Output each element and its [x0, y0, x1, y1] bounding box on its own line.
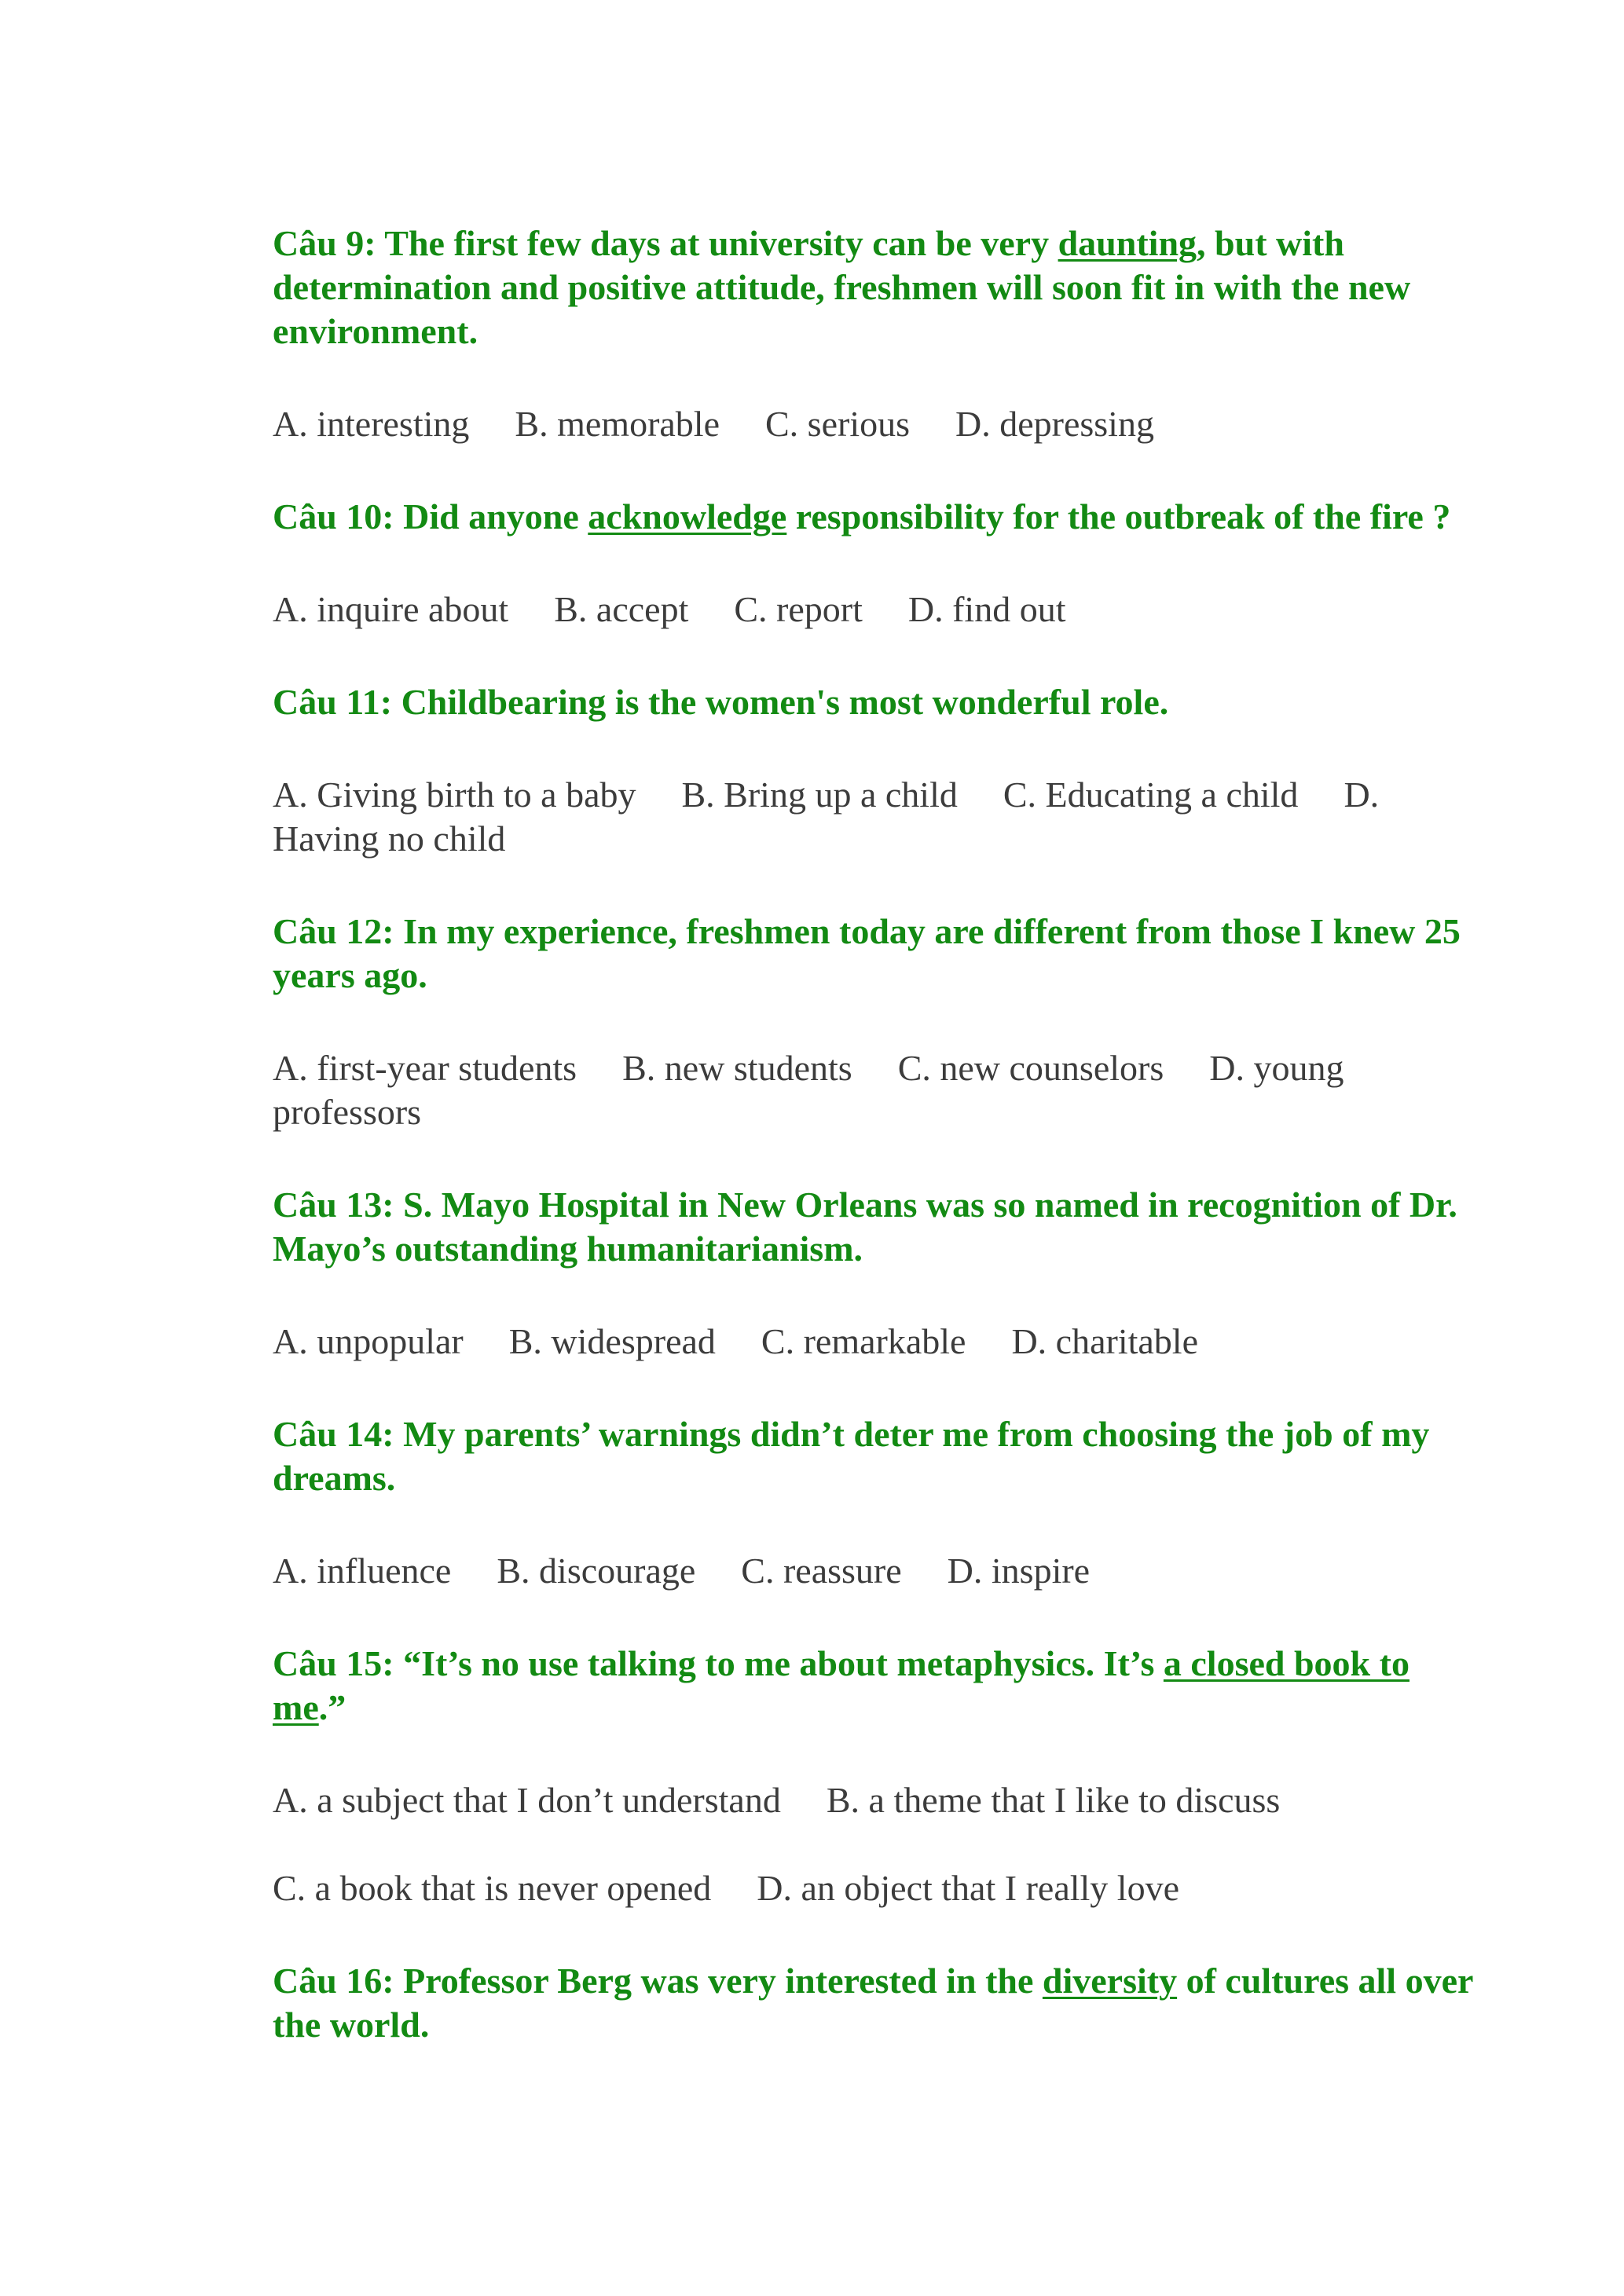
option-a: A. Giving birth to a baby — [273, 774, 636, 815]
answer-options-row-2 — [273, 1866, 1483, 1910]
option-c: C. reassure — [741, 1551, 902, 1591]
option-a: A. inquire about — [273, 589, 509, 629]
option-b: B. widespread — [508, 1321, 716, 1361]
question-15 — [273, 1642, 1483, 1910]
question-16 — [273, 1959, 1483, 2047]
answer-options — [273, 1320, 1483, 1364]
option-d: D. inspire — [947, 1551, 1091, 1591]
answer-options — [273, 1549, 1483, 1593]
option-c: C. a book that is never opened — [273, 1868, 712, 1908]
option-c: C. report — [734, 589, 863, 629]
question-13 — [273, 1183, 1483, 1364]
question-text: Câu 11: Childbearing is the women's most wonderful role. — [273, 682, 1169, 722]
option-d: D. an object that I really love — [757, 1868, 1179, 1908]
option-b: B. discourage — [497, 1551, 696, 1591]
option-a: A. influence — [273, 1551, 452, 1591]
underlined-word: acknowledge — [588, 496, 787, 536]
answer-options — [273, 773, 1483, 861]
question-list — [273, 222, 1483, 2047]
question-text: Câu 12: In my experience, freshmen today are different from those I knew 25 years ago. — [273, 911, 1461, 995]
answer-options — [273, 1778, 1483, 1822]
question-12 — [273, 910, 1483, 1134]
option-a: A. a subject that I don’t understand — [273, 1780, 781, 1820]
question-text: Câu 16: Professor Berg was very interested in the diversity of cultures all over the world. — [273, 1961, 1473, 2045]
question-11 — [273, 680, 1483, 861]
question-text: Câu 14: My parents’ warnings didn’t deter me from choosing the job of my dreams. — [273, 1414, 1430, 1498]
answer-options — [273, 588, 1483, 632]
option-d: D. young professors — [273, 1048, 1353, 1132]
question-text: Câu 9: The first few days at university can be very daunting, but with determination and positive attitude, freshmen will soon fit in with the new environment. — [273, 223, 1411, 351]
question-text: Câu 10: Did anyone acknowledge responsibility for the outbreak of the fire ? — [273, 496, 1451, 536]
option-a: A. interesting — [273, 404, 470, 444]
underlined-word: daunting — [1058, 223, 1197, 263]
underlined-word: diversity — [1042, 1961, 1178, 2001]
option-c: C. serious — [765, 404, 910, 444]
option-d: D. Having no child — [273, 774, 1388, 859]
option-d: D. charitable — [1011, 1321, 1198, 1361]
option-b: B. accept — [554, 589, 689, 629]
underlined-word: a closed book to me — [273, 1643, 1410, 1727]
question-14 — [273, 1412, 1483, 1593]
question-9 — [273, 222, 1483, 446]
option-b: B. memorable — [515, 404, 720, 444]
option-b: B. a theme that I like to discuss — [826, 1780, 1281, 1820]
question-text: Câu 15: “It’s no use talking to me about metaphysics. It’s a closed book to me.” — [273, 1643, 1410, 1727]
option-a: A. first-year students — [273, 1048, 577, 1088]
option-a: A. unpopular — [273, 1321, 464, 1361]
option-b: B. Bring up a child — [681, 774, 958, 815]
answer-options — [273, 1046, 1483, 1134]
answer-options — [273, 402, 1483, 446]
option-c: C. remarkable — [761, 1321, 966, 1361]
question-text: Câu 13: S. Mayo Hospital in New Orleans was so named in recognition of Dr. Mayo’s outstanding humanitarianism. — [273, 1185, 1457, 1269]
option-d: D. depressing — [955, 404, 1154, 444]
question-10 — [273, 495, 1483, 632]
option-c: C. Educating a child — [1003, 774, 1299, 815]
option-c: C. new counselors — [897, 1048, 1164, 1088]
option-b: B. new students — [622, 1048, 852, 1088]
option-d: D. find out — [907, 589, 1066, 629]
